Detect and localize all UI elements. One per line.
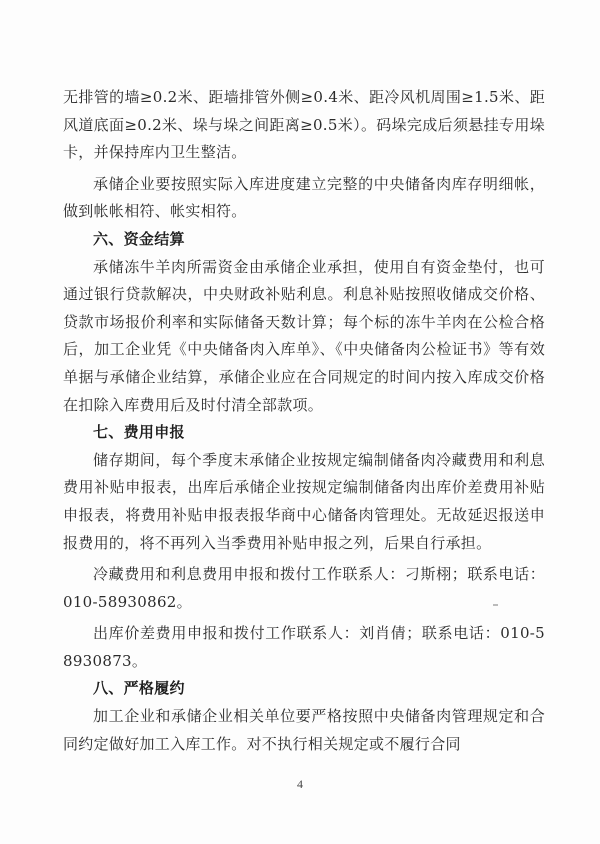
paragraph-contact-price-difference: 出库价差费用申报和拨付工作联系人：刘肖倩；联系电话：010-58930873。 [63,624,545,670]
scan-speck [493,604,498,606]
paragraph-cost-reporting: 储存期间，每个季度末承储企业按规定编制储备肉冷藏费用和利息费用补贴申报表，出库后承储企业按规定编制储备肉出库价差费用补贴申报表，将费用补贴申报表报华商中心储备肉管理处。无故延迟报送申报费用的，将不再列入当季费用补贴申报之列，后果自行承担。 [63,450,545,552]
paragraph-contact-storage-interest: 冷藏费用和利息费用申报和拨付工作联系人：刁斯栩；联系电话：010-58930862。 [63,565,545,611]
page-number: 4 [297,777,303,791]
paragraph-compliance: 加工企业和承储企业相关单位要严格按照中央储备肉管理规定和合同约定做好加工入库工作。对不执行相关规定或不履行合同 [63,707,545,753]
document-body [63,84,545,758]
section-heading-cost-reporting: 七、费用申报 [93,423,185,442]
paragraph-settlement: 承储冻牛羊肉所需资金由承储企业承担，使用自有资金垫付，也可通过银行贷款解决，中央财政补贴利息。利息补贴按照收储成交价格、贷款市场报价利率和实际储备天数计算；每个标的冻牛羊肉在公检合格后，加工企业凭《中央储备肉入库单》、《中央储备肉公检证书》等有效单据与承储企业结算，承储企业应在合同规定的时间内按入库成交价格在扣除入库费用后及时付清全部款项。 [63,257,545,414]
paragraph-inventory-ledger: 承储企业要按照实际入库进度建立完整的中央储备肉库存明细帐，做到帐帐相符、帐实相符。 [63,174,545,221]
section-heading-settlement: 六、资金结算 [93,229,185,248]
paragraph-stacking-rules: 无排管的墙≥0.2米、距墙排管外侧≥0.4米、距冷风机周围≥1.5米、距风道底面≥0.2米、垛与垛之间距离≥0.5米）。码垛完成后须悬挂专用垛卡，并保持库内卫生整洁。 [63,88,545,162]
section-heading-compliance: 八、严格履约 [93,679,185,698]
